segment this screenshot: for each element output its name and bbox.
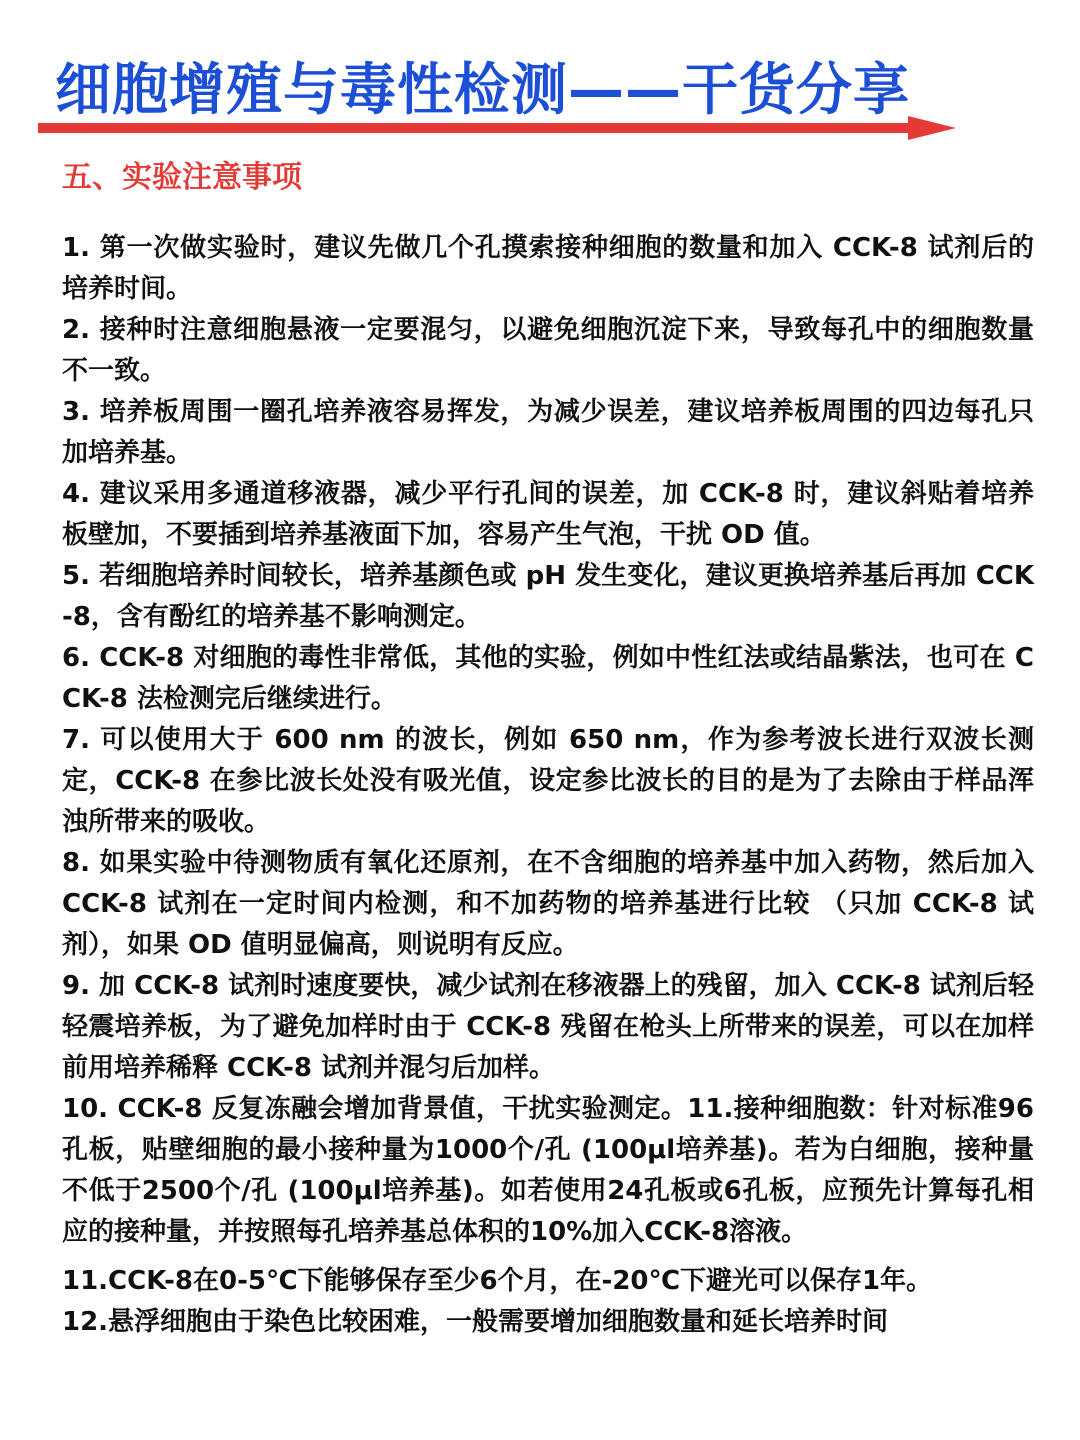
arrow-shape: [38, 116, 956, 140]
note-item-10: 10. CCK-8 反复冻融会增加背景值，干扰实验测定。11.接种细胞数：针对标准96孔板，贴壁细胞的最小接种量为1000个/孔 (100μl培养基)。若为白细胞，接种量不低于2500个/孔 (100μl培养基)。如若使用24孔板或6孔板，应预先计算每孔相应的接种量，并按照每孔培养基总体积的10%加入CCK-8溶液。: [62, 1094, 1034, 1247]
note-item-2: 2. 接种时注意细胞悬液一定要混匀，以避免细胞沉淀下来，导致每孔中的细胞数量不一致。: [62, 315, 1034, 386]
note-item-7: 7. 可以使用大于 600 nm 的波长，例如 650 nm，作为参考波长进行双波长测定，CCK-8 在参比波长处没有吸光值，设定参比波长的目的是为了去除由于样品浑浊所带来的吸收。: [62, 725, 1034, 837]
section-heading: 五、实验注意事项: [62, 160, 302, 195]
title-underline-arrow: [38, 116, 958, 140]
note-item-8: 8. 如果实验中待测物质有氧化还原剂，在不含细胞的培养基中加入药物，然后加入 CCK-8 试剂在一定时间内检测，和不加药物的培养基进行比较 （只加 CCK-8 试剂），如果 OD 值明显偏高，则说明有反应。: [62, 848, 1034, 960]
page-title: 细胞增殖与毒性检测——干货分享: [55, 58, 910, 123]
note-item-12: 12.悬浮细胞由于染色比较困难，一般需要增加细胞数量和延长培养时间: [62, 1307, 889, 1337]
note-item-4: 4. 建议采用多通道移液器，减少平行孔间的误差，加 CCK-8 时，建议斜贴着培养板壁加，不要插到培养基液面下加，容易产生气泡，干扰 OD 值。: [62, 479, 1034, 550]
note-item-3: 3. 培养板周围一圈孔培养液容易挥发，为减少误差，建议培养板周围的四边每孔只加培养基。: [62, 397, 1034, 468]
note-item-6: 6. CCK-8 对细胞的毒性非常低，其他的实验，例如中性红法或结晶紫法，也可在 CCK-8 法检测完后继续进行。: [62, 643, 1034, 714]
note-item-9: 9. 加 CCK-8 试剂时速度要快，减少试剂在移液器上的残留，加入 CCK-8 试剂后轻轻震培养板，为了避免加样时由于 CCK-8 残留在枪头上所带来的误差，可以在加样前用培养稀释 CCK-8 试剂并混匀后加样。: [62, 971, 1034, 1083]
note-item-5: 5. 若细胞培养时间较长，培养基颜色或 pH 发生变化，建议更换培养基后再加 CCK-8，含有酚红的培养基不影响测定。: [62, 561, 1034, 632]
note-item-1: 1. 第一次做实验时，建议先做几个孔摸索接种细胞的数量和加入 CCK-8 试剂后的培养时间。: [62, 233, 1034, 304]
notes-list: [62, 228, 1034, 1343]
note-item-11: 11.CCK-8在0-5℃下能够保存至少6个月，在-20℃下避光可以保存1年。: [62, 1266, 933, 1296]
